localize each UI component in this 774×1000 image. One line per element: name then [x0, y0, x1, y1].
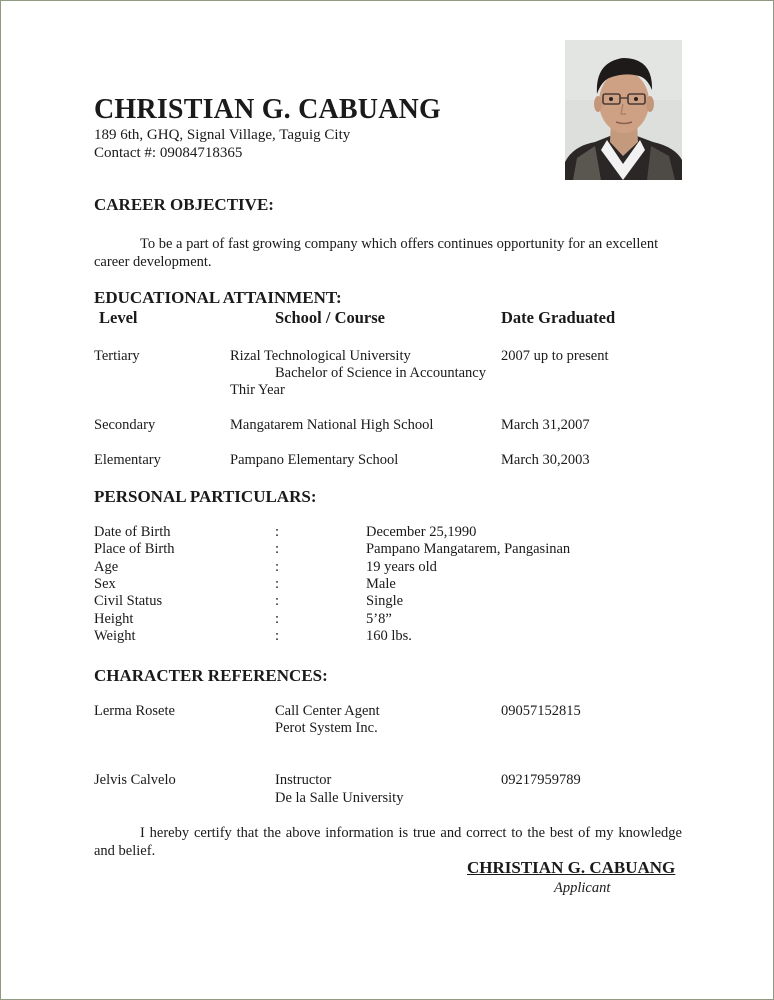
column-school-course: School / Course — [275, 308, 386, 327]
reference-name: Lerma Rosete — [94, 703, 175, 719]
personal-separator: : — [275, 628, 280, 644]
education-year-tertiary: Thir Year — [230, 382, 285, 398]
education-heading: EDUCATIONAL ATTAINMENT: — [94, 288, 342, 307]
personal-separator: : — [275, 593, 280, 609]
personal-separator: : — [275, 611, 280, 627]
personal-label: Date of Birth — [94, 524, 171, 540]
education-level-secondary: Secondary — [94, 417, 156, 433]
personal-value: 19 years old — [366, 559, 437, 575]
personal-separator: : — [275, 576, 280, 592]
contact-number: Contact #: 09084718365 — [94, 145, 243, 161]
applicant-name: CHRISTIAN G. CABUANG — [94, 94, 442, 125]
personal-label: Place of Birth — [94, 541, 175, 557]
education-level-tertiary: Tertiary — [94, 348, 140, 364]
references-heading: CHARACTER REFERENCES: — [94, 666, 328, 685]
personal-separator: : — [275, 541, 280, 557]
career-objective-text: To be a part of fast growing company which offers continues opportunity for an excellent career development. — [94, 236, 659, 270]
education-date-secondary: March 31,2007 — [501, 417, 590, 433]
certification-text: I hereby certify that the above information is true and correct to the best of my knowledge and belief. — [94, 825, 682, 859]
address: 189 6th, GHQ, Signal Village, Taguig City — [94, 127, 351, 143]
education-date-tertiary: 2007 up to present — [501, 348, 609, 364]
personal-separator: : — [275, 559, 280, 575]
personal-value: Single — [366, 593, 404, 609]
reference-position: Instructor — [275, 772, 332, 788]
reference-company: De la Salle University — [275, 790, 404, 806]
education-date-elementary: March 30,2003 — [501, 452, 590, 468]
personal-value: Male — [366, 576, 396, 592]
career-objective-heading: CAREER OBJECTIVE: — [94, 195, 274, 214]
personal-value: 5’8” — [366, 611, 392, 627]
column-date-graduated: Date Graduated — [501, 308, 616, 327]
education-school-elementary: Pampano Elementary School — [230, 452, 399, 468]
education-level-elementary: Elementary — [94, 452, 161, 468]
personal-value: Pampano Mangatarem, Pangasinan — [366, 541, 571, 557]
personal-label: Sex — [94, 576, 116, 592]
reference-name: Jelvis Calvelo — [94, 772, 176, 788]
reference-phone: 09217959789 — [501, 772, 581, 788]
personal-label: Civil Status — [94, 593, 163, 609]
personal-label: Height — [94, 611, 134, 627]
education-school-tertiary: Rizal Technological University — [230, 348, 411, 364]
column-level: Level — [99, 308, 138, 327]
personal-label: Weight — [94, 628, 136, 644]
reference-phone: 09057152815 — [501, 703, 581, 719]
reference-company: Perot System Inc. — [275, 720, 378, 736]
personal-separator: : — [275, 524, 280, 540]
signature-name: CHRISTIAN G. CABUANG — [467, 858, 676, 877]
education-course-tertiary: Bachelor of Science in Accountancy — [275, 365, 486, 381]
signature-role: Applicant — [554, 880, 611, 896]
personal-label: Age — [94, 559, 119, 575]
applicant-photo — [565, 40, 682, 180]
personal-heading: PERSONAL PARTICULARS: — [94, 487, 317, 506]
personal-value: 160 lbs. — [366, 628, 412, 644]
reference-position: Call Center Agent — [275, 703, 380, 719]
personal-value: December 25,1990 — [366, 524, 477, 540]
education-school-secondary: Mangatarem National High School — [230, 417, 434, 433]
